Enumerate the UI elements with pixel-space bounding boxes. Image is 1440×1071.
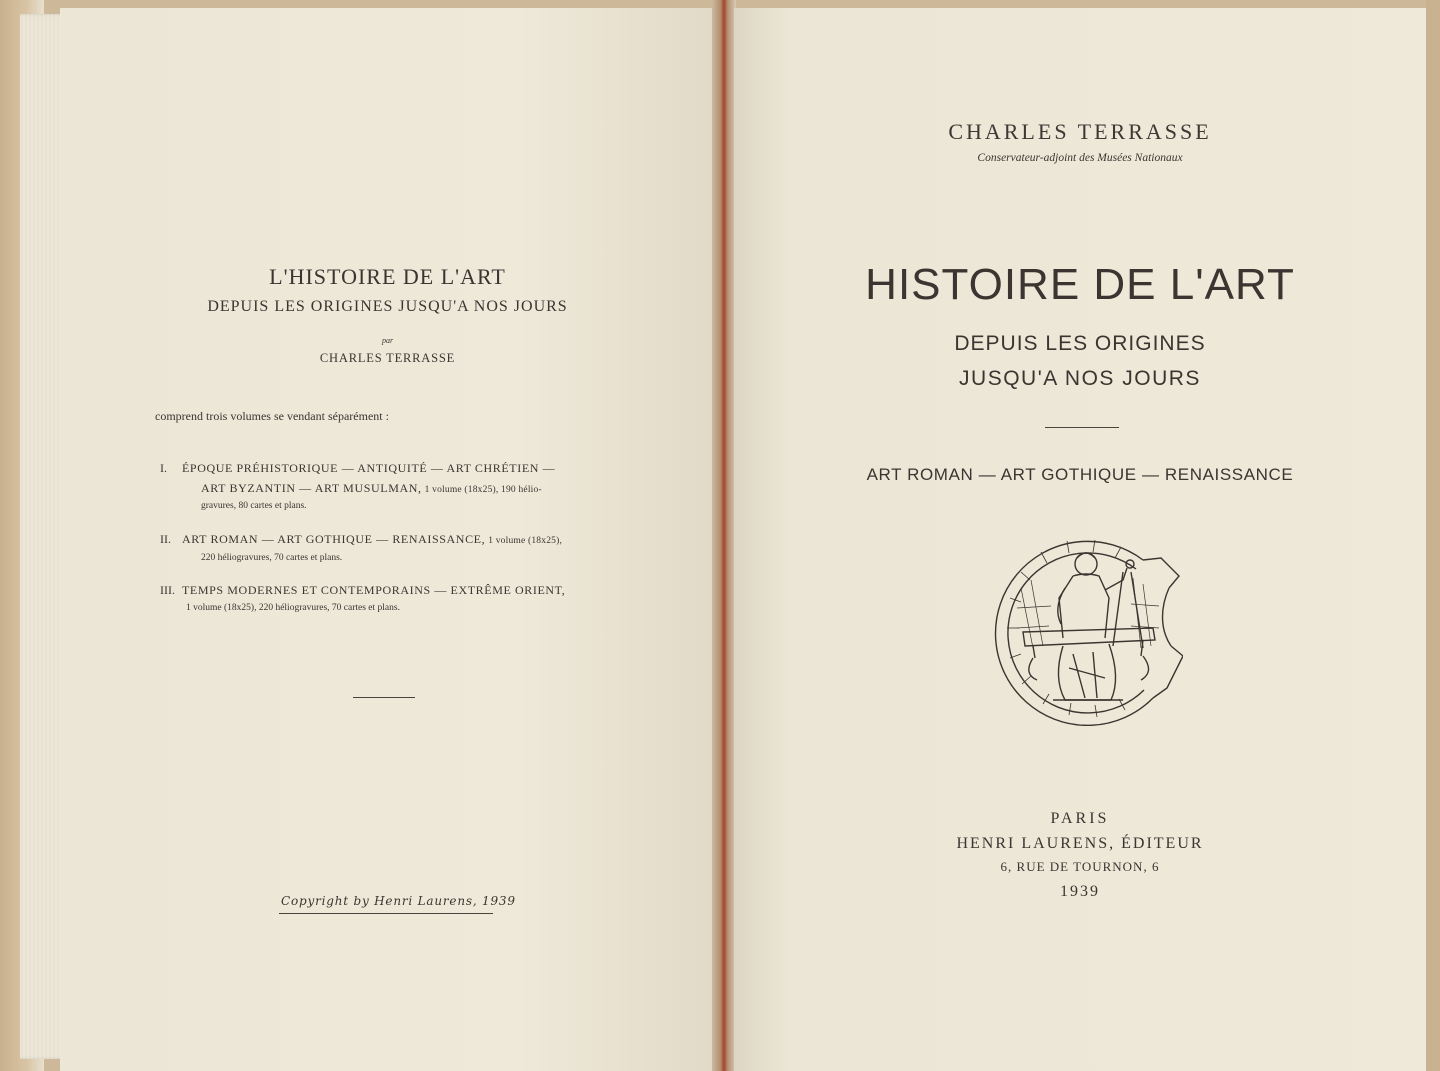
book-title: HISTOIRE DE L'ART: [865, 260, 1295, 309]
publisher-city: PARIS: [1050, 810, 1110, 827]
book-subtitle-line-1: DEPUIS LES ORIGINES: [954, 332, 1206, 355]
volume-number: II.: [160, 532, 171, 546]
series-author: CHARLES TERRASSE: [319, 351, 456, 365]
author-role: Conservateur-adjoint des Musées Nationaux: [977, 152, 1183, 164]
publisher-address: 6, RUE DE TOURNON, 6: [1000, 859, 1160, 874]
publisher-name: HENRI LAURENS, ÉDITEUR: [956, 835, 1204, 852]
copyright-notice: Copyright by Henri Laurens, 1939: [281, 894, 516, 908]
volume-periods: ART ROMAN — ART GOTHIQUE — RENAISSANCE: [866, 465, 1294, 484]
volume-2-line-2: 220 héliogravures, 70 cartes et plans.: [201, 553, 343, 563]
volume-1-line-2: [201, 482, 542, 496]
volume-details: 1 volume (18x25),: [488, 536, 563, 546]
author-name: CHARLES TERRASSE: [948, 119, 1212, 144]
volumes-intro: comprend trois volumes se vendant séparément :: [155, 409, 389, 423]
volume-number: I.: [160, 461, 167, 475]
volume-details: 1 volume (18x25), 190 hélio-: [424, 485, 542, 495]
volume-1-line-3: gravures, 80 cartes et plans.: [201, 501, 307, 511]
publication-year: 1939: [1060, 883, 1100, 900]
volume-2-line-1: [160, 533, 562, 547]
left-page-divider: [353, 697, 415, 698]
volume-title: TEMPS MODERNES ET CONTEMPORAINS — EXTRÊME ORIENT,: [182, 583, 566, 597]
book-subtitle-line-2: JUSQU'A NOS JOURS: [959, 367, 1201, 390]
volume-number: III.: [160, 583, 175, 597]
series-title: L'HISTOIRE DE L'ART: [269, 264, 506, 289]
volume-3-line-1: [160, 584, 565, 596]
title-divider: [1045, 427, 1119, 428]
volume-title-cont: ART BYZANTIN — ART MUSULMAN,: [201, 481, 422, 495]
par-label: par: [381, 336, 394, 345]
book-cover-right-edge: [1426, 0, 1440, 1071]
volume-1-line-1: [160, 462, 555, 474]
volume-title: ÉPOQUE PRÉHISTORIQUE — ANTIQUITÉ — ART CHRÉTIEN —: [182, 461, 556, 475]
copyright-underline: [279, 913, 493, 914]
volume-3-line-2: 1 volume (18x25), 220 héliogravures, 70 cartes et plans.: [186, 603, 400, 613]
medieval-roundel-icon: [993, 528, 1183, 726]
series-subtitle: DEPUIS LES ORIGINES JUSQU'A NOS JOURS: [207, 298, 568, 315]
book-spine: [712, 0, 736, 1071]
volume-title: ART ROMAN — ART GOTHIQUE — RENAISSANCE,: [182, 532, 486, 546]
